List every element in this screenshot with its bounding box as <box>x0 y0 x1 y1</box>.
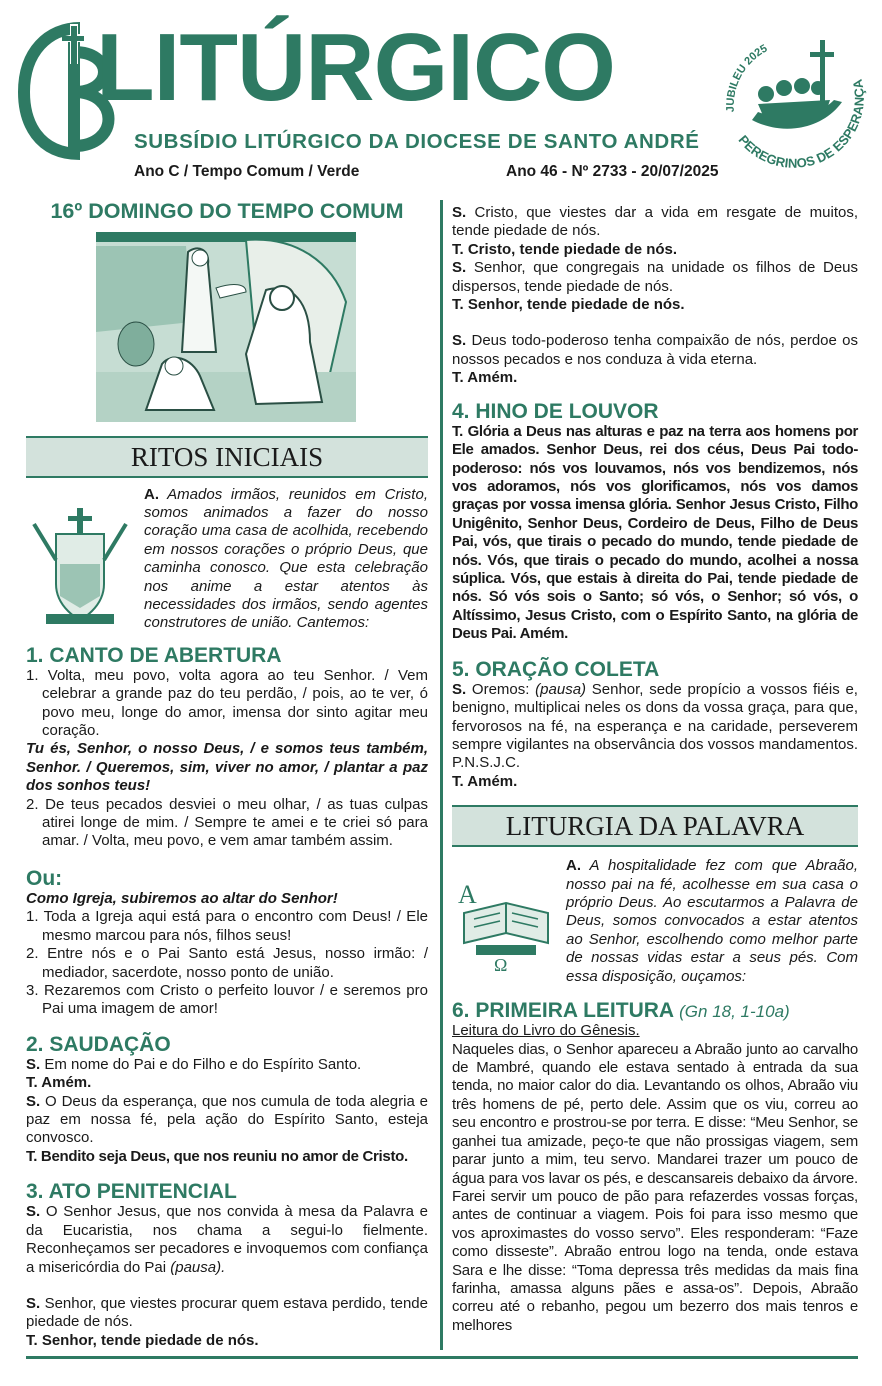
column-divider <box>440 200 443 1350</box>
saudacao-s2 <box>26 1093 428 1148</box>
ato-s5 <box>452 332 858 369</box>
canto-verse-2: 2. De teus pecados desviei o meu olhar, / as tuas culpas atirei longe de mim. / Sempre te amei e te criei só para amar. / Volta, meu povo, e vem amar também assim. <box>26 795 428 850</box>
ou-refrain: Como Igreja, subiremos ao altar do Senhor! <box>26 889 338 907</box>
ato-s4-text: Senhor, que congregais na unidade os filhos de Deus dispersos, tende piedade de nós. <box>452 259 859 295</box>
ato-s3-text: Cristo, que viestes dar a vida em resgate de muitos, tende piedade de nós. <box>452 204 859 240</box>
open-bible-icon <box>454 873 558 973</box>
liturgia-palavra-banner: LITURGIA DA PALAVRA <box>452 805 858 847</box>
jubilee-bottom-text: PEREGRINOS DE ESPERANÇA <box>735 77 867 171</box>
speaker-s: S. <box>26 1055 41 1073</box>
saudacao-s1-text: Em nome do Pai e do Filho e do Espírito Santo. <box>44 1055 362 1073</box>
saudacao-title: 2. SAUDAÇÃO <box>26 1032 171 1056</box>
svg-text:JUBILEU 2025 <box>725 42 770 112</box>
ou-verse-1: 1. Toda a Igreja aqui está para o encontro com Deus! / Ele mesmo marcou para nós, filhos seus! <box>26 908 428 944</box>
saudacao-s2-text: O Deus da esperança, que nos cumula de toda alegria e paz em nossa fé, pela ação do Espírito Santo, esteja convosco. <box>26 1092 428 1147</box>
speaker-s: S. <box>26 1092 41 1110</box>
ato-s2-text: Senhor, que viestes procurar quem estava perdido, tende piedade de nós. <box>26 1294 428 1331</box>
ato-penitencial-title: 3. ATO PENITENCIAL <box>26 1180 237 1204</box>
pausa-note: (pausa). <box>170 1258 226 1276</box>
liturgia-intro-block <box>452 857 858 995</box>
diocese-coat-of-arms-icon <box>26 504 134 630</box>
hino-louvor-title: 4. HINO DE LOUVOR <box>452 399 659 423</box>
right-column <box>452 204 858 1335</box>
speaker-s: S. <box>452 332 467 350</box>
oremos-text: Oremos: <box>471 680 530 698</box>
liturgical-year: Ano C / Tempo Comum / Verde <box>134 163 360 180</box>
scripture-reference: (Gn 18, 1-10a) <box>679 1002 790 1022</box>
speaker-s: S. <box>452 204 467 221</box>
coleta-prayer: Senhor, sede propício a vossos fiéis e, benigno, multiplicai neles os dons da vossa graça, para que, fervorosos na fé, na esperança e na caridade, perseverem sempre vigilantes na observância dos vossos mandamentos. P.N.S.J.C. <box>452 680 858 772</box>
pausa-note: (pausa) <box>535 680 587 698</box>
canto-abertura-title: 1. CANTO DE ABERTURA <box>26 643 282 667</box>
saudacao-s1 <box>26 1056 428 1074</box>
coleta-t: T. Amém. <box>452 772 518 790</box>
saudacao-t2: T. Bendito seja Deus, que nos reuniu no amor de Cristo. <box>26 1147 408 1165</box>
svg-text:A: A <box>458 880 477 910</box>
sunday-title: 16º DOMINGO DO TEMPO COMUM <box>50 199 404 223</box>
primeira-leitura-label: 6. PRIMEIRA LEITURA <box>452 999 674 1023</box>
ato-s2 <box>26 1295 428 1332</box>
ato-t3: T. Cristo, tende piedade de nós. <box>452 240 678 258</box>
ato-t4: T. Senhor, tende piedade de nós. <box>452 296 685 314</box>
intro-block <box>26 486 428 636</box>
saudacao-t1: T. Amém. <box>26 1074 92 1092</box>
left-column <box>26 200 428 1350</box>
ato-s1-text: O Senhor Jesus, que nos convida à mesa da Palavra e da Eucaristia, nos chama a segui-lo fielmente. Reconheçamos ser pecadores e invoquemos com confiança a misericórdia do Pai <box>26 1203 429 1276</box>
liturgia-intro-text: A hospitalidade fez com que Abraão, nosso pai na fé, acolhesse em sua casa o próprio Deus. Ao escutarmos a Palavra de Deus, somos convocados a estar atentos ao Senhor, escolhendo como melhor parte de nossas vidas estar a seus pés. Com essa disposição, ouçamos: <box>566 857 858 985</box>
leitura-source: Leitura do Livro do Gênesis. <box>452 1022 640 1040</box>
ritos-intro <box>144 486 428 633</box>
ato-s5-text: Deus todo-poderoso tenha compaixão de nós, perdoe os nossos pecados e nos conduza à vida eterna. <box>452 332 859 368</box>
svg-text:Ω: Ω <box>494 955 508 974</box>
speaker-s: S. <box>452 259 467 277</box>
ato-t5: T. Amém. <box>452 369 518 387</box>
jubilee-2025-logo-icon <box>712 22 872 182</box>
canto-verse-1: 1. Volta, meu povo, volta agora ao teu Senhor. / Vem celebrar a grande paz do teu perdão, / pois, ao te ver, ó povo meu, longe do amor, imensa dor sinto agitar meu coração. <box>26 666 428 739</box>
issue-number-date: Ano 46 - Nº 2733 - 20/07/2025 <box>506 163 719 180</box>
primeira-leitura-title <box>452 999 858 1022</box>
commentator-lead: A. <box>144 485 159 503</box>
ou-verse-2: 2. Entre nós e o Pai Santo está Jesus, nosso irmão: / mediador, sacerdote, nosso ponto de união. <box>26 945 428 981</box>
leitura-text: Naqueles dias, o Senhor apareceu a Abraão junto ao carvalho de Mambré, quando ele estava sentado à entrada da sua tenda, no maior calor do dia. Levantando os olhos, Abraão viu três homens de pé, perto dele. Assim que os viu, correu ao seu encontro e prostrou-se por terra. E disse: “Meu Senhor, se ganhei tua amizade, peço-te que não prossigas viagem, sem parar junto a mim, teu servo. Mandarei trazer um pouco de água para vos lavar os pés, e descansareis debaixo da árvore. Farei servir um pouco de pão para refazerdes vossas forças, antes de continuar a viagem. Pois foi para isso mesmo que vos aproximastes do vosso servo”. Eles responderam: “Faze como disseste”. Abraão entrou logo na tenda, onde estava Sara e lhe disse: “Toma depressa três medidas da mais fina farinha, amassa alguns pães e assa-os”. Depois, Abraão correu até o rebanho, pegou um bezerro dos mais tenros e melhores <box>452 1040 858 1334</box>
ritos-iniciais-banner: RITOS INICIAIS <box>26 436 428 478</box>
liturgia-intro <box>566 857 858 986</box>
subtitle: SUBSÍDIO LITÚRGICO DA DIOCESE DE SANTO ANDRÉ <box>134 130 700 153</box>
hino-text: T. Glória a Deus nas alturas e paz na terra aos homens por Ele amados. Senhor Deus, rei dos céus, Deus Pai todo-poderoso: nós vos louvamos, nós vos bendizemos, nós vos adoramos, nós vos glorificamos, nós vos damos graças por vossa imensa glória. Senhor Jesus Cristo, Filho Unigênito, Senhor Deus, Cordeiro de Deus, Filho de Deus Pai, vós, que tirais o pecado do mundo, tende piedade de nós. Vós, que tirais o pecado do mundo, acolhei a nossa súplica. Vós, que estais à direita do Pai, tende piedade de nós. Só vós sois o Santo; só vós, o Senhor; só vós, o Altíssimo, Jesus Cristo, com o Espírito Santo, na glória de Deus Pai. Amém. <box>452 422 858 643</box>
speaker-s: S. <box>26 1294 41 1312</box>
speaker-s: S. <box>452 680 467 698</box>
coleta-text <box>452 681 858 773</box>
ato-s1 <box>26 1203 428 1277</box>
ritos-intro-text: Amados irmãos, reunidos em Cristo, somos animados a fazer do nosso coração uma casa de acolhida, recebendo em nossos corações o próprio Deus, que caminha conosco. Que esta celebração nos anime a estar atentos às necessidades dos irmãos, sendo agentes construtores de união. Cantemos: <box>144 485 428 632</box>
ou-title: Ou: <box>26 866 63 890</box>
oracao-coleta-title: 5. ORAÇÃO COLETA <box>452 657 660 681</box>
ato-s3 <box>452 204 858 241</box>
masthead <box>0 0 882 190</box>
hospitality-illustration <box>96 232 356 422</box>
commentator-lead: A. <box>566 857 581 875</box>
jubilee-top-text: JUBILEU 2025 <box>724 42 770 113</box>
speaker-s: S. <box>26 1203 41 1221</box>
bottom-rule <box>26 1356 858 1359</box>
ato-t2: T. Senhor, tende piedade de nós. <box>26 1331 259 1349</box>
brand-title: LITÚRGICO <box>96 14 615 121</box>
canto-refrain: Tu és, Senhor, o nosso Deus, / e somos teus também, Senhor. / Queremos, sim, viver no amor, / plantar a paz dos sonhos teus! <box>26 740 428 795</box>
ou-verse-3: 3. Rezaremos com Cristo o perfeito louvor / e seremos pro Pai uma imagem de amor! <box>26 981 428 1018</box>
ato-s4 <box>452 259 858 296</box>
